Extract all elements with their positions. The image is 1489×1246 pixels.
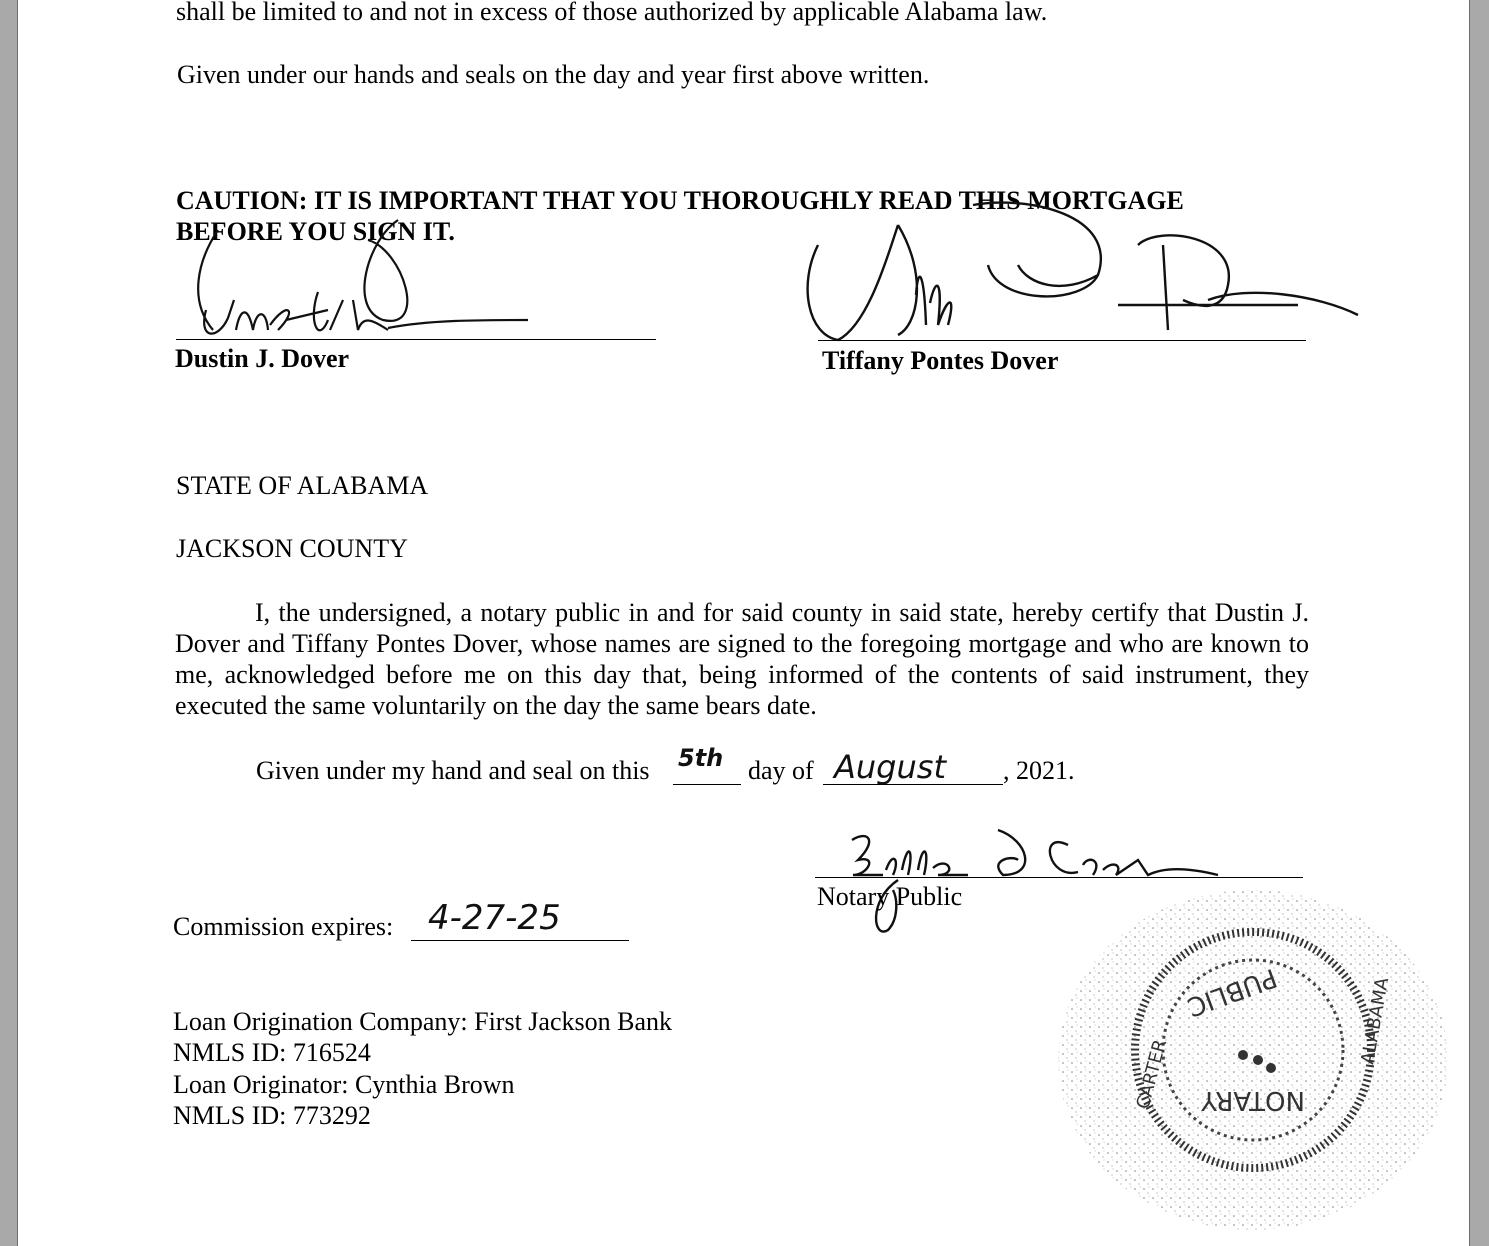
commission-date-handwritten: 4-27-25	[428, 898, 561, 938]
year-text: , 2021.	[1003, 756, 1075, 785]
limitation-clause-text: shall be limited to and not in excess of those authorized by applicable Alabama law.	[176, 0, 1048, 26]
svg-text:NOTARY: NOTARY	[1201, 1085, 1305, 1115]
loan-origination-company: Loan Origination Company: First Jackson Bank	[173, 1007, 673, 1036]
svg-text:ALABAMA: ALABAMA	[1357, 975, 1394, 1066]
month-handwritten: August	[834, 748, 946, 786]
day-of-text: day of	[748, 756, 814, 785]
signer-tiffany-name: Tiffany Pontes Dover	[822, 346, 1059, 375]
svg-text:PUBLIC: PUBLIC	[1183, 961, 1281, 1022]
document-page	[17, 0, 1470, 1246]
county-heading: JACKSON COUNTY	[176, 534, 408, 563]
caution-line-1: CAUTION: IT IS IMPORTANT THAT YOU THOROUGHLY READ THIS MORTGAGE	[176, 186, 1184, 215]
notary-certificate-paragraph: I, the undersigned, a notary public in and for said county in said state, hereby certify that Dustin J. Dover and Tiffany Pontes Dover, whose names are signed to the foregoing mortgage and who are known to me, acknowledged before me on this day that, being informed of the contents of said instrument, they executed the same voluntarily on the day the same bears date.	[175, 598, 1309, 720]
nmls-id-originator: NMLS ID: 773292	[173, 1101, 371, 1130]
signer-dustin-name: Dustin J. Dover	[175, 344, 350, 373]
svg-text:CARTER: CARTER	[1132, 1037, 1172, 1112]
given-seal-prefix: Given under my hand and seal on this	[256, 756, 650, 785]
day-handwritten: 5th	[678, 744, 724, 772]
notary-seal-stamp	[1043, 880, 1463, 1240]
tiffany-signature	[798, 185, 1358, 360]
notary-signature-line	[815, 877, 1303, 878]
loan-originator: Loan Originator: Cynthia Brown	[173, 1070, 515, 1099]
commission-blank-line	[411, 940, 629, 941]
state-heading: STATE OF ALABAMA	[176, 471, 429, 500]
notary-public-label: Notary Public	[817, 882, 963, 911]
caution-line-2: BEFORE YOU SIGN IT.	[176, 217, 455, 246]
dustin-signature	[158, 180, 558, 360]
day-blank-line	[673, 784, 741, 785]
dustin-signature-line	[176, 339, 656, 340]
commission-expires-label: Commission expires:	[173, 912, 394, 941]
nmls-id-company: NMLS ID: 716524	[173, 1038, 371, 1067]
tiffany-signature-line	[818, 340, 1306, 341]
given-under-hands-text: Given under our hands and seals on the day and year first above written.	[177, 60, 930, 89]
